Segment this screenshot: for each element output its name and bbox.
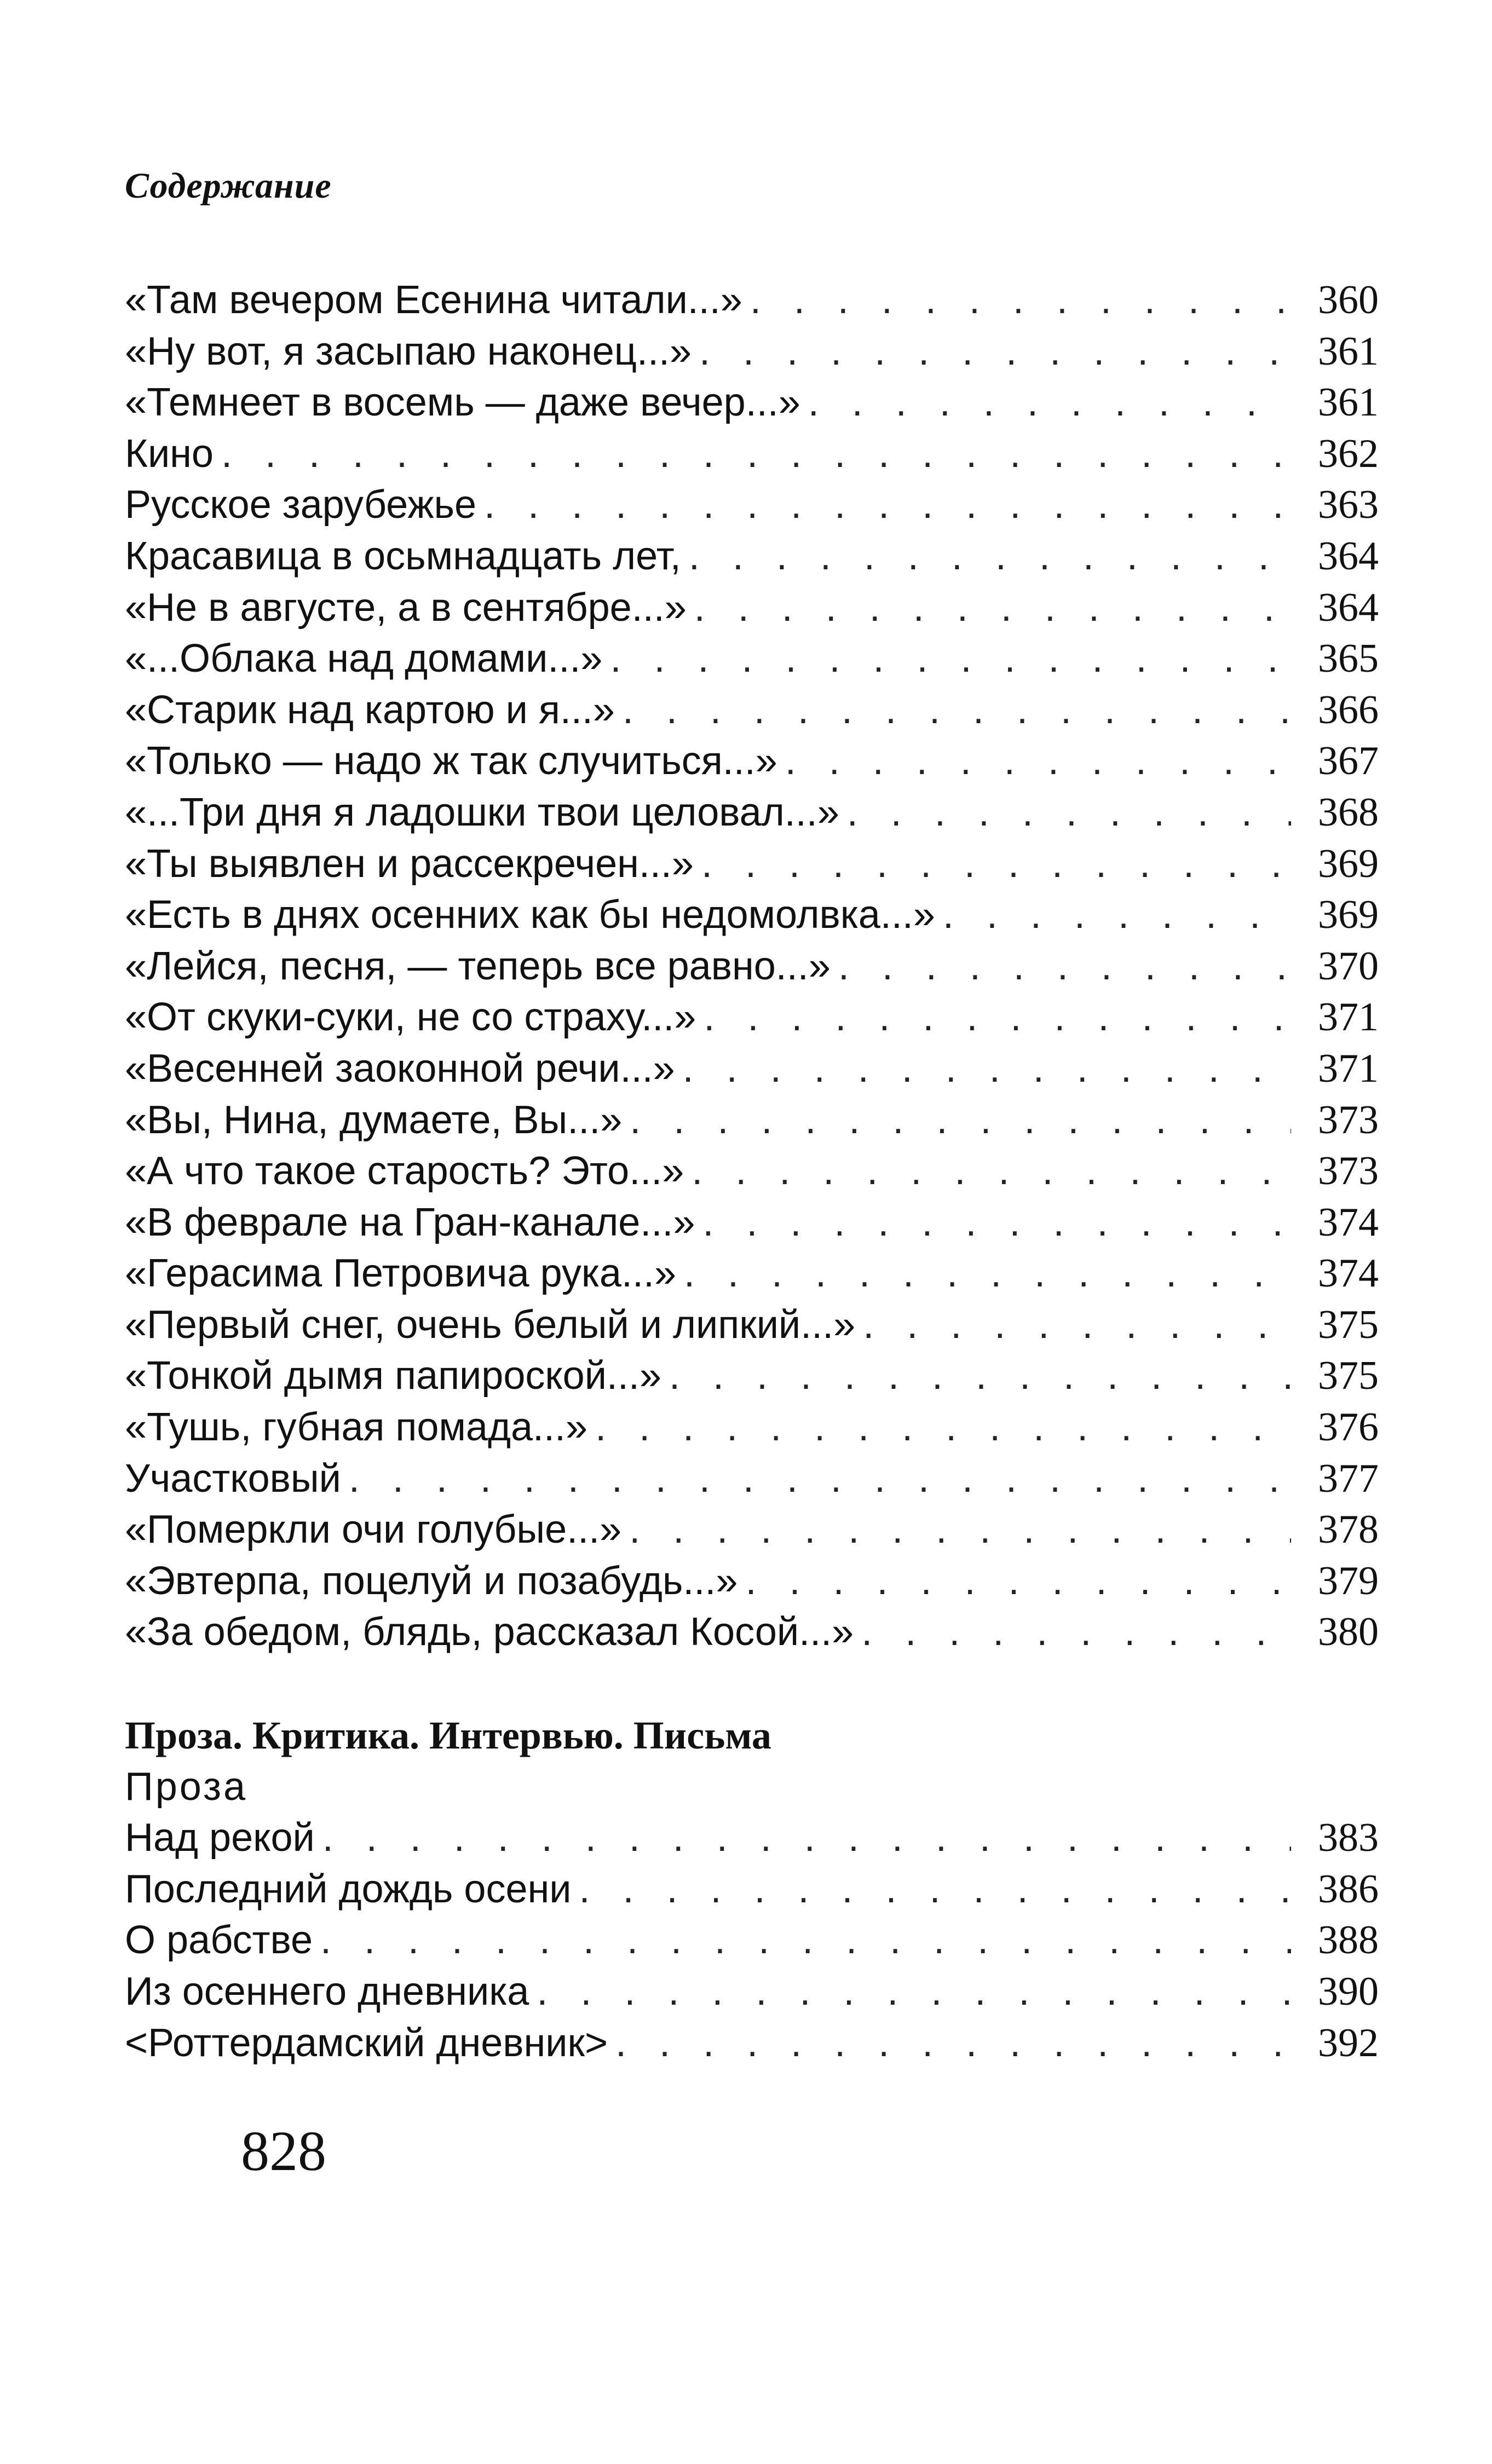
toc-entry-title: «За обедом, блядь, рассказал Косой...» — [125, 1607, 861, 1658]
toc-entry-page: 390 — [1318, 1969, 1379, 2014]
toc-entry-title: Из осеннего дневника — [125, 1966, 537, 2018]
toc-entry-page: 368 — [1318, 789, 1379, 835]
toc-entry — [125, 1248, 1379, 1300]
dot-leader — [630, 1095, 1291, 1146]
toc-entry — [125, 1966, 1379, 2018]
dot-leader — [669, 1351, 1291, 1402]
dot-leader — [484, 480, 1291, 531]
dot-leader — [943, 890, 1291, 941]
section-heading: Проза. Критика. Интервью. Письма — [125, 1713, 771, 1758]
dot-leader — [692, 1146, 1291, 1197]
dot-leader — [322, 1813, 1291, 1864]
toc-entry-page: 380 — [1318, 1609, 1379, 1655]
toc-entry — [125, 890, 1379, 941]
dot-leader — [684, 1248, 1291, 1300]
dot-leader — [701, 839, 1291, 890]
dot-leader — [704, 992, 1291, 1043]
toc-entry — [125, 1556, 1379, 1607]
toc-list-prose — [125, 1813, 1379, 2069]
toc-entry-page: 376 — [1318, 1405, 1379, 1450]
toc-entry-page: 386 — [1318, 1866, 1379, 1912]
toc-entry-title: «Там вечером Есенина читали...» — [125, 275, 750, 326]
toc-entry — [125, 326, 1379, 378]
toc-entry-page: 369 — [1318, 841, 1379, 886]
dot-leader — [861, 1607, 1291, 1658]
toc-entry-page: 379 — [1318, 1558, 1379, 1603]
toc-entry-title: <Роттердамский дневник> — [125, 2018, 615, 2069]
toc-entry — [125, 685, 1379, 736]
toc-entry-title: «От скуки-суки, не со страху...» — [125, 992, 704, 1043]
toc-entry-title: «Есть в днях осенних как бы недомолвка...» — [125, 890, 943, 941]
toc-entry-page: 383 — [1318, 1815, 1379, 1861]
toc-entry — [125, 429, 1379, 480]
dot-leader — [863, 1300, 1291, 1351]
toc-entry-title: «Лейся, песня, — теперь все равно...» — [125, 941, 838, 992]
dot-leader — [694, 582, 1291, 634]
toc-entry-page: 364 — [1318, 533, 1379, 579]
dot-leader — [702, 1197, 1291, 1249]
dot-leader — [610, 633, 1291, 685]
toc-entry-page: 367 — [1318, 738, 1379, 784]
toc-entry-page: 371 — [1318, 995, 1379, 1040]
dot-leader — [847, 787, 1291, 839]
toc-entry-page: 375 — [1318, 1353, 1379, 1399]
toc-entry-title: «Тушь, губная помада...» — [125, 1402, 595, 1453]
toc-entry-title: Русское зарубежье — [125, 480, 484, 531]
toc-entry-title: Последний дождь осени — [125, 1864, 579, 1915]
toc-entry-title: «...Облака над домами...» — [125, 633, 610, 685]
toc-entry — [125, 275, 1379, 326]
toc-entry-page: 388 — [1318, 1918, 1379, 1963]
toc-entry-title: «Герасима Петровича рука...» — [125, 1248, 684, 1300]
toc-entry — [125, 1813, 1379, 1864]
toc-entry — [125, 941, 1379, 992]
toc-entry — [125, 480, 1379, 531]
toc-entry — [125, 1402, 1379, 1453]
dot-leader — [320, 1915, 1291, 1966]
toc-entry-page: 373 — [1318, 1149, 1379, 1194]
dot-leader — [595, 1402, 1291, 1453]
dot-leader — [699, 326, 1291, 378]
toc-entry-title: «А что такое старость? Это...» — [125, 1146, 692, 1197]
toc-entry-title: «Не в августе, а в сентябре...» — [125, 582, 694, 634]
toc-entry-title: «Старик над картою и я...» — [125, 685, 623, 736]
page-number: 828 — [241, 2120, 326, 2183]
toc-entry-title: «Тонкой дымя папироской...» — [125, 1351, 669, 1402]
toc-entry-title: «Ну вот, я засыпаю наконец...» — [125, 326, 699, 378]
toc-entry-title: «Вы, Нина, думаете, Вы...» — [125, 1095, 630, 1146]
dot-leader — [221, 429, 1291, 480]
toc-entry-title: «Первый снег, очень белый и липкий...» — [125, 1300, 863, 1351]
toc-entry-page: 374 — [1318, 1251, 1379, 1296]
toc-entry — [125, 839, 1379, 890]
dot-leader — [683, 1043, 1291, 1095]
dot-leader — [629, 1504, 1291, 1556]
dot-leader — [785, 736, 1291, 787]
dot-leader — [579, 1864, 1291, 1915]
toc-entry-page: 373 — [1318, 1097, 1379, 1142]
toc-entry-title: Кино — [125, 429, 221, 480]
toc-entry-page: 365 — [1318, 636, 1379, 682]
toc-entry — [125, 531, 1379, 582]
toc-entry-page: 361 — [1318, 328, 1379, 374]
toc-entry-title: О рабстве — [125, 1915, 320, 1966]
dot-leader — [537, 1966, 1291, 2018]
dot-leader — [838, 941, 1291, 992]
toc-entry — [125, 1607, 1379, 1658]
toc-entry-title: Участковый — [125, 1453, 349, 1505]
toc-entry-page: 374 — [1318, 1199, 1379, 1245]
toc-entry-title: «Померкли очи голубые...» — [125, 1504, 629, 1556]
toc-entry-title: «В феврале на Гран-канале...» — [125, 1197, 702, 1249]
book-page — [125, 164, 1379, 2069]
dot-leader — [745, 1556, 1291, 1607]
toc-entry — [125, 1146, 1379, 1197]
dot-leader — [623, 685, 1291, 736]
dot-leader — [689, 531, 1291, 582]
toc-entry — [125, 377, 1379, 429]
dot-leader — [349, 1453, 1291, 1505]
toc-entry — [125, 1504, 1379, 1556]
toc-entry-title: «Эвтерпа, поцелуй и позабудь...» — [125, 1556, 745, 1607]
toc-entry — [125, 736, 1379, 787]
toc-entry-title: Над рекой — [125, 1813, 322, 1864]
toc-entry-page: 363 — [1318, 482, 1379, 528]
toc-entry-page: 375 — [1318, 1302, 1379, 1347]
toc-entry — [125, 1453, 1379, 1505]
toc-entry — [125, 2018, 1379, 2069]
toc-entry-page: 362 — [1318, 431, 1379, 476]
toc-entry — [125, 633, 1379, 685]
dot-leader — [808, 377, 1291, 429]
toc-entry-page: 364 — [1318, 585, 1379, 630]
toc-entry — [125, 1197, 1379, 1249]
toc-entry-title: «Весенней заоконной речи...» — [125, 1043, 683, 1095]
toc-entry-page: 370 — [1318, 943, 1379, 989]
toc-entry — [125, 1300, 1379, 1351]
dot-leader — [615, 2018, 1291, 2069]
toc-entry-title: «...Три дня я ладошки твои целовал...» — [125, 787, 847, 839]
toc-entry — [125, 1351, 1379, 1402]
toc-entry-page: 366 — [1318, 687, 1379, 732]
running-head: Содержание — [125, 166, 332, 206]
toc-entry — [125, 1915, 1379, 1966]
subsection-heading: Проза — [125, 1764, 248, 1809]
toc-entry — [125, 1043, 1379, 1095]
toc-entry-page: 377 — [1318, 1456, 1379, 1501]
toc-entry-page: 392 — [1318, 2020, 1379, 2065]
toc-entry — [125, 582, 1379, 634]
toc-entry-page: 361 — [1318, 380, 1379, 425]
toc-entry-page: 369 — [1318, 892, 1379, 938]
toc-entry — [125, 1095, 1379, 1146]
toc-entry-title: «Ты выявлен и рассекречен...» — [125, 839, 701, 890]
toc-entry-title: Красавица в осьмнадцать лет, — [125, 531, 689, 582]
toc-list — [125, 275, 1379, 1658]
dot-leader — [750, 275, 1291, 326]
toc-entry — [125, 787, 1379, 839]
toc-entry-page: 378 — [1318, 1507, 1379, 1553]
toc-entry-title: «Только — надо ж так случиться...» — [125, 736, 785, 787]
toc-entry-page: 360 — [1318, 278, 1379, 322]
toc-entry-page: 371 — [1318, 1046, 1379, 1091]
toc-entry-title: «Темнеет в восемь — даже вечер...» — [125, 377, 808, 429]
toc-entry — [125, 1864, 1379, 1915]
toc-entry — [125, 992, 1379, 1043]
